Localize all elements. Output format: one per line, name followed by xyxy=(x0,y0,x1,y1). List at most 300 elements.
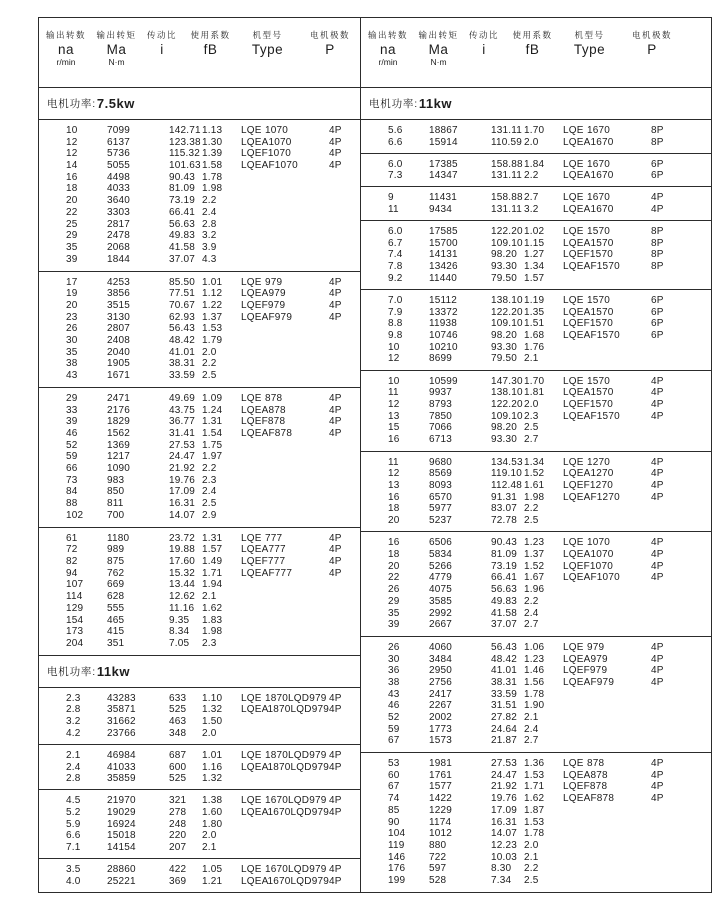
cell-na: 94 xyxy=(66,567,78,579)
cell-ma: 1012 xyxy=(429,828,453,840)
cell-fb: 1.57 xyxy=(524,272,545,284)
cell-na: 35 xyxy=(388,607,400,619)
cell-ma: 2002 xyxy=(429,711,453,723)
cell-ma: 7066 xyxy=(429,422,453,434)
cell-poles xyxy=(329,195,362,207)
row-gutter xyxy=(361,781,388,793)
table-row xyxy=(361,596,711,608)
power-value: 7.5kw xyxy=(96,96,135,111)
type-prefix: LQEA xyxy=(241,288,269,300)
cell-type xyxy=(241,807,329,819)
cell-type xyxy=(241,704,329,716)
cell-fb: 2.1 xyxy=(524,353,539,365)
table-row xyxy=(361,307,711,319)
cell-type xyxy=(241,475,329,487)
cell-i: 19.88 xyxy=(169,544,196,556)
cell-na: 52 xyxy=(388,711,400,723)
cell-poles: 4P xyxy=(329,704,342,716)
cell-fb: 1.75 xyxy=(202,439,223,451)
cell-i: 79.50 xyxy=(491,353,518,365)
cell-na: 9 xyxy=(388,192,394,204)
column-symbol: i xyxy=(160,42,164,57)
table-row xyxy=(361,480,711,492)
type-series: 979 xyxy=(596,676,615,688)
cell-ma: 2417 xyxy=(429,688,453,700)
table-row xyxy=(361,863,711,875)
cell-fb: 1.31 xyxy=(202,416,223,428)
cell-poles: 4P xyxy=(329,795,342,807)
type-prefix: LQE xyxy=(563,375,584,387)
cell-type xyxy=(563,137,651,149)
cell-i: 12.62 xyxy=(169,591,196,603)
cell-i: 93.30 xyxy=(491,260,518,272)
cell-i: 633 xyxy=(169,692,187,704)
row-gutter xyxy=(361,295,388,307)
cell-i: 115.32 xyxy=(169,148,201,160)
cell-poles: 4P xyxy=(651,375,664,387)
cell-ma: 983 xyxy=(107,474,125,486)
type-prefix: LQEA xyxy=(563,653,591,665)
cell-fb: 2.5 xyxy=(202,498,217,510)
type-series: 1870LQD979 xyxy=(267,704,329,716)
type-prefix: LQEA xyxy=(241,404,269,416)
cell-fb: 2.7 xyxy=(524,619,539,631)
cell-i: 248 xyxy=(169,818,187,830)
cell-na: 18 xyxy=(66,183,78,195)
row-gutter xyxy=(361,457,388,469)
cell-i: 122.20 xyxy=(491,399,523,411)
cell-i: 101.63 xyxy=(169,160,201,172)
type-series: 1670 xyxy=(587,158,611,170)
cell-i: 41.58 xyxy=(169,241,196,253)
cell-ma: 25221 xyxy=(107,876,136,888)
cell-type xyxy=(563,875,651,887)
cell-type xyxy=(241,358,329,370)
cell-poles: 4P xyxy=(329,761,342,773)
row-gutter xyxy=(39,842,66,854)
cell-ma: 11440 xyxy=(429,272,458,284)
table-row xyxy=(361,700,711,712)
row-gutter xyxy=(39,254,66,266)
cell-i: 11.16 xyxy=(169,602,195,614)
cell-i: 33.59 xyxy=(491,688,518,700)
row-gutter xyxy=(39,795,66,807)
cell-poles: 4P xyxy=(651,456,664,468)
cell-ma: 669 xyxy=(107,579,125,591)
row-gutter xyxy=(39,463,66,475)
column-symbol: Ma xyxy=(106,42,127,57)
row-gutter xyxy=(361,608,388,620)
cell-na: 61 xyxy=(66,532,78,544)
cell-na: 39 xyxy=(66,253,78,265)
cell-ma: 5266 xyxy=(429,560,453,572)
row-gutter xyxy=(361,468,388,480)
cell-type xyxy=(563,724,651,736)
cell-ma: 43283 xyxy=(107,692,136,704)
table-row xyxy=(39,230,360,242)
cell-na: 73 xyxy=(66,474,78,486)
cell-ma: 6137 xyxy=(107,136,131,148)
cell-fb: 1.70 xyxy=(524,125,545,136)
table-row xyxy=(39,405,360,417)
type-series: 1870LQD979 xyxy=(265,749,327,761)
table-row xyxy=(39,347,360,359)
cell-i: 138.10 xyxy=(491,387,523,399)
row-gutter xyxy=(39,393,66,405)
table-row xyxy=(39,603,360,615)
cell-type xyxy=(563,561,651,573)
cell-na: 36 xyxy=(388,665,400,677)
row-gutter xyxy=(39,300,66,312)
cell-i: 41.01 xyxy=(169,346,196,358)
row-gutter xyxy=(39,556,66,568)
cell-na: 3.5 xyxy=(66,864,81,876)
cell-type xyxy=(241,544,329,556)
table-row xyxy=(39,393,360,405)
cell-i: 23.72 xyxy=(169,532,196,544)
cell-fb: 1.13 xyxy=(202,125,223,136)
cell-i: 131.11 xyxy=(491,170,523,182)
cell-ma: 4075 xyxy=(429,584,453,596)
row-gutter xyxy=(39,416,66,428)
cell-type xyxy=(241,568,329,580)
cell-na: 173 xyxy=(66,626,84,638)
cell-type xyxy=(563,781,651,793)
cell-fb: 1.23 xyxy=(524,537,545,549)
type-prefix: LQEA xyxy=(241,876,269,888)
cell-ma: 2068 xyxy=(107,241,131,253)
type-series: 1570 xyxy=(596,410,620,422)
cell-i: 62.93 xyxy=(169,311,196,323)
cell-type xyxy=(241,830,329,842)
cell-fb: 2.3 xyxy=(202,637,217,649)
spec-table xyxy=(38,17,712,893)
cell-na: 10 xyxy=(66,125,78,136)
cell-fb: 2.0 xyxy=(524,839,539,851)
table-row xyxy=(39,510,360,522)
type-prefix: LQE xyxy=(563,758,584,770)
cell-type xyxy=(241,242,329,254)
table-row xyxy=(39,728,360,740)
cell-i: 81.09 xyxy=(169,183,196,195)
table-row xyxy=(39,125,360,137)
cell-ma: 811 xyxy=(107,498,124,510)
table-row xyxy=(361,170,711,182)
cell-ma: 6506 xyxy=(429,537,453,549)
type-prefix: LQEA xyxy=(241,807,269,819)
table-row xyxy=(361,238,711,250)
cell-poles xyxy=(329,370,362,382)
cell-ma: 722 xyxy=(429,851,447,863)
table-row xyxy=(39,498,360,510)
cell-na: 67 xyxy=(388,735,400,747)
cell-na: 16 xyxy=(66,171,78,183)
cell-ma: 1090 xyxy=(107,463,131,474)
cell-na: 199 xyxy=(388,874,406,886)
cell-poles xyxy=(329,358,362,370)
row-gutter xyxy=(361,537,388,549)
table-row xyxy=(39,312,360,324)
cell-poles xyxy=(651,608,684,620)
type-prefix: LQEF xyxy=(241,556,268,568)
type-series: 1570 xyxy=(590,237,614,249)
cell-poles xyxy=(329,219,362,231)
cell-na: 16 xyxy=(388,434,400,446)
cell-ma: 2176 xyxy=(107,404,131,416)
cell-ma: 875 xyxy=(107,556,125,568)
row-gutter xyxy=(361,411,388,423)
table-row xyxy=(361,515,711,527)
cell-poles xyxy=(651,342,684,354)
cell-fb: 2.7 xyxy=(524,735,539,747)
cell-i: 72.78 xyxy=(491,514,518,526)
cell-type xyxy=(563,318,651,330)
table-row xyxy=(361,665,711,677)
cell-i: 56.43 xyxy=(169,323,196,335)
cell-type xyxy=(563,411,651,423)
data-block xyxy=(39,859,360,892)
cell-poles: 4P xyxy=(651,192,664,204)
cell-fb: 1.68 xyxy=(524,329,545,341)
cell-poles: 6P xyxy=(651,329,664,341)
cell-i: 91.31 xyxy=(491,491,518,503)
cell-poles: 8P xyxy=(651,237,664,249)
cell-ma: 1573 xyxy=(429,735,453,747)
cell-poles xyxy=(651,735,684,747)
type-series: 878 xyxy=(590,769,608,781)
row-gutter xyxy=(361,330,388,342)
cell-fb: 2.5 xyxy=(524,514,539,526)
cell-fb: 1.32 xyxy=(202,704,223,716)
type-prefix: LQEAF xyxy=(241,567,275,579)
cell-i: 17.09 xyxy=(169,486,196,498)
cell-poles xyxy=(329,819,362,831)
cell-fb: 2.0 xyxy=(524,399,539,411)
row-gutter xyxy=(39,475,66,487)
cell-i: 66.41 xyxy=(491,572,518,584)
power-label: 电机功率: xyxy=(369,98,418,110)
row-gutter xyxy=(361,758,388,770)
table-row xyxy=(39,864,360,876)
table-row xyxy=(39,819,360,831)
cell-fb: 1.62 xyxy=(202,602,223,614)
cell-type xyxy=(241,876,329,888)
cell-i: 98.20 xyxy=(491,422,518,434)
cell-type xyxy=(563,238,651,250)
cell-ma: 7099 xyxy=(107,125,131,136)
type-series: 1570 xyxy=(596,260,620,272)
cell-i: 56.43 xyxy=(491,641,518,653)
column-unit: r/min xyxy=(378,57,398,67)
table-row xyxy=(361,492,711,504)
cell-na: 204 xyxy=(66,637,84,649)
table-row xyxy=(39,591,360,603)
cell-fb: 2.0 xyxy=(524,136,539,148)
cell-fb: 1.79 xyxy=(202,335,223,347)
data-block xyxy=(39,388,360,528)
row-gutter xyxy=(39,704,66,716)
table-row xyxy=(361,411,711,423)
table-right-panel xyxy=(361,18,711,892)
table-row xyxy=(361,273,711,285)
table-row xyxy=(39,579,360,591)
cell-i: 138.10 xyxy=(491,294,523,306)
row-gutter xyxy=(361,770,388,782)
cell-poles xyxy=(651,700,684,712)
table-row xyxy=(361,677,711,689)
cell-i: 37.07 xyxy=(491,619,518,631)
cell-fb: 1.01 xyxy=(202,749,223,761)
cell-fb: 1.56 xyxy=(524,676,545,688)
cell-poles xyxy=(329,615,362,627)
cell-na: 13 xyxy=(388,479,400,491)
table-row xyxy=(39,428,360,440)
type-series: 1070 xyxy=(590,549,614,561)
cell-type xyxy=(563,249,651,261)
column-header xyxy=(620,29,684,87)
cell-fb: 1.31 xyxy=(202,532,223,544)
cell-na: 10 xyxy=(388,341,400,353)
cell-fb: 1.01 xyxy=(202,276,223,288)
row-gutter xyxy=(39,773,66,785)
cell-i: 93.30 xyxy=(491,434,518,446)
type-series: 1070 xyxy=(596,572,620,584)
table-row xyxy=(361,654,711,666)
cell-fb: 1.83 xyxy=(202,614,223,626)
cell-ma: 2408 xyxy=(107,335,131,347)
table-row xyxy=(361,330,711,342)
cell-fb: 1.78 xyxy=(524,828,545,840)
type-series: 1670LQD979 xyxy=(267,807,329,819)
cell-poles xyxy=(651,712,684,724)
type-series: 1270 xyxy=(590,468,614,480)
cell-na: 35 xyxy=(66,346,78,358)
cell-ma: 9937 xyxy=(429,387,453,399)
cell-i: 21.92 xyxy=(169,463,196,474)
cell-type xyxy=(241,556,329,568)
table-row xyxy=(361,724,711,736)
cell-i: 14.07 xyxy=(491,828,518,840)
cell-poles xyxy=(329,347,362,359)
cell-ma: 9434 xyxy=(429,203,453,215)
cell-poles: 4P xyxy=(329,556,342,568)
cell-poles xyxy=(329,475,362,487)
cell-i: 17.60 xyxy=(169,556,196,568)
table-row xyxy=(39,451,360,463)
data-block xyxy=(39,745,360,790)
cell-fb: 3.9 xyxy=(202,241,217,253)
table-row xyxy=(361,572,711,584)
table-row xyxy=(39,807,360,819)
cell-ma: 415 xyxy=(107,626,125,638)
cell-na: 129 xyxy=(66,602,84,614)
cell-type xyxy=(241,277,329,289)
cell-type xyxy=(563,758,651,770)
cell-poles: 4P xyxy=(651,479,664,491)
cell-fb: 1.96 xyxy=(524,584,545,596)
cell-type xyxy=(563,805,651,817)
table-row xyxy=(361,125,711,137)
row-gutter xyxy=(361,852,388,864)
cell-i: 48.42 xyxy=(491,653,518,665)
cell-poles xyxy=(329,716,362,728)
row-gutter xyxy=(361,492,388,504)
cell-na: 52 xyxy=(66,439,78,451)
cell-fb: 1.98 xyxy=(202,183,223,195)
type-series: 878 xyxy=(265,392,283,404)
cell-poles xyxy=(651,689,684,701)
table-row xyxy=(39,544,360,556)
cell-poles xyxy=(651,805,684,817)
cell-type xyxy=(241,428,329,440)
table-row xyxy=(361,828,711,840)
cell-i: 147.30 xyxy=(491,375,523,387)
row-gutter xyxy=(39,762,66,774)
row-gutter xyxy=(39,288,66,300)
cell-type xyxy=(563,204,651,216)
cell-ma: 4060 xyxy=(429,641,453,653)
cell-fb: 2.1 xyxy=(202,842,217,854)
cell-fb: 2.2 xyxy=(202,358,217,370)
cell-i: 73.19 xyxy=(169,195,196,207)
cell-poles: 4P xyxy=(651,537,664,549)
cell-ma: 2950 xyxy=(429,665,453,677)
type-prefix: LQE xyxy=(563,158,584,170)
table-row xyxy=(361,852,711,864)
cell-ma: 13372 xyxy=(429,306,458,318)
cell-ma: 850 xyxy=(107,486,125,498)
cell-ma: 5834 xyxy=(429,549,453,561)
cell-type xyxy=(563,170,651,182)
cell-i: 525 xyxy=(169,773,187,785)
row-gutter xyxy=(39,591,66,603)
cell-na: 16 xyxy=(388,537,400,549)
cell-ma: 3640 xyxy=(107,195,131,207)
row-gutter xyxy=(361,689,388,701)
cell-ma: 2040 xyxy=(107,346,131,358)
cell-type xyxy=(241,795,329,807)
cell-poles: 4P xyxy=(329,567,342,579)
row-gutter xyxy=(39,693,66,705)
cell-fb: 1.23 xyxy=(524,653,545,665)
cell-ma: 19029 xyxy=(107,807,136,819)
cell-na: 6.6 xyxy=(66,830,81,842)
cell-i: 158.88 xyxy=(491,158,523,170)
cell-type xyxy=(241,148,329,160)
type-prefix: LQEF xyxy=(563,665,590,677)
row-gutter xyxy=(361,805,388,817)
cell-ma: 1981 xyxy=(429,758,453,770)
row-gutter xyxy=(39,544,66,556)
cell-type xyxy=(241,579,329,591)
cell-na: 5.6 xyxy=(388,125,403,136)
cell-ma: 4498 xyxy=(107,171,131,183)
type-prefix: LQEA xyxy=(563,306,591,318)
table-row xyxy=(39,876,360,888)
cell-fb: 1.97 xyxy=(202,451,223,463)
column-header xyxy=(506,29,559,87)
type-series: 1670LQD979 xyxy=(265,795,327,807)
cell-poles: 4P xyxy=(329,160,342,172)
cell-type xyxy=(563,399,651,411)
column-header xyxy=(361,29,415,87)
type-prefix: LQEF xyxy=(241,416,268,428)
cell-na: 114 xyxy=(66,591,83,603)
column-label-zh: 电机极数 xyxy=(309,30,350,40)
cell-poles xyxy=(329,626,362,638)
cell-i: 21.92 xyxy=(491,781,518,793)
cell-na: 22 xyxy=(388,572,400,584)
